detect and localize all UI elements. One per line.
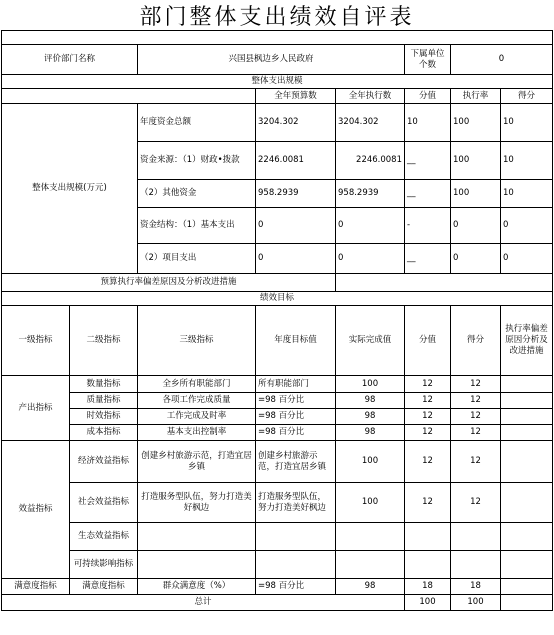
- scale-row-label: 整体支出规模(万元): [2, 104, 138, 274]
- level2-label: 经济效益指标: [70, 441, 138, 483]
- perf-score: 12: [405, 393, 451, 409]
- perf-score: 12: [405, 441, 451, 483]
- level2-label: 质量指标: [70, 393, 138, 409]
- level3-label: 群众满意度（%）: [138, 579, 256, 595]
- indicator-row: [2, 579, 553, 595]
- actual-value: 98: [336, 579, 405, 595]
- scale-get: 0: [501, 208, 553, 244]
- indicator-row: [2, 393, 553, 409]
- scale-get: 0: [501, 244, 553, 274]
- col-actual: 实际完成值: [336, 306, 405, 376]
- target-value: =98 百分比: [256, 393, 336, 409]
- indicator-row: [2, 523, 553, 551]
- level1-label: 效益指标: [2, 441, 70, 579]
- dept-row: [2, 45, 553, 75]
- level2-label: 数量指标: [70, 376, 138, 393]
- perf-get: 12: [451, 376, 501, 393]
- level2-label: 时效指标: [70, 409, 138, 425]
- scale-item-name: 资金来源：（1）财政•拨款: [138, 142, 256, 180]
- level1-label: 满意度指标: [2, 579, 70, 595]
- level2-label: 社会效益指标: [70, 483, 138, 523]
- level3-label: 各项工作完成质量: [138, 393, 256, 409]
- perf-get: 12: [451, 441, 501, 483]
- scale-header: 整体支出规模: [2, 75, 553, 89]
- scale-budget: 2246.0081: [256, 142, 336, 180]
- actual-value: 98: [336, 425, 405, 441]
- col-budget: 全年预算数: [256, 89, 336, 104]
- col-reason: 执行率偏差原因分析及改进措施: [501, 306, 553, 376]
- spacer-row: [2, 31, 553, 45]
- indicator-row: [2, 441, 553, 483]
- scale-budget: 0: [256, 244, 336, 274]
- scale-score: __: [405, 142, 451, 180]
- scale-item-name: 年度资金总额: [138, 104, 256, 142]
- sub-unit-value: 0: [451, 45, 553, 75]
- level3-label: 工作完成及时率: [138, 409, 256, 425]
- scale-score: __: [405, 180, 451, 208]
- perf-get: 12: [451, 409, 501, 425]
- actual-value: 98: [336, 393, 405, 409]
- actual-value: 100: [336, 376, 405, 393]
- level2-label: 满意度指标: [70, 579, 138, 595]
- col-level2: 二级指标: [70, 306, 138, 376]
- indicator-row: [2, 551, 553, 579]
- total-score: 100: [405, 595, 451, 611]
- indicator-row: [2, 376, 553, 393]
- total-row: [2, 595, 553, 611]
- scale-rate: 100: [451, 180, 501, 208]
- indicator-row: [2, 483, 553, 523]
- level2-label: 成本指标: [70, 425, 138, 441]
- col-rate: 执行率: [451, 89, 501, 104]
- scale-exec: 0: [336, 244, 405, 274]
- scale-item-name: （2）其他资金: [138, 180, 256, 208]
- col-target: 年度目标值: [256, 306, 336, 376]
- scale-score: -: [405, 208, 451, 244]
- scale-get: 10: [501, 180, 553, 208]
- perf-score: 12: [405, 483, 451, 523]
- perf-score: 18: [405, 579, 451, 595]
- reason-label: 预算执行率偏差原因及分析改进措施: [2, 274, 336, 292]
- perf-columns-row: [2, 306, 553, 376]
- scale-header-row: [2, 75, 553, 89]
- scale-score: 10: [405, 104, 451, 142]
- col-exec: 全年执行数: [336, 89, 405, 104]
- dept-label: 评价部门名称: [2, 45, 138, 75]
- perf-header: 绩效目标: [2, 292, 553, 306]
- target-value: 所有职能部门: [256, 376, 336, 393]
- perf-get: 18: [451, 579, 501, 595]
- actual-value: 100: [336, 441, 405, 483]
- level3-label: 全乡所有职能部门: [138, 376, 256, 393]
- scale-item-name: （2）项目支出: [138, 244, 256, 274]
- scale-item-name: 资金结构：（1）基本支出: [138, 208, 256, 244]
- target-value: =98 百分比: [256, 425, 336, 441]
- target-value: =98 百分比: [256, 409, 336, 425]
- level2-label: 可持续影响指标: [70, 551, 138, 579]
- perf-score: 12: [405, 409, 451, 425]
- level3-label: 创建乡村旅游示范，打造宜居乡镇: [138, 441, 256, 483]
- dept-value: 兴国县枫边乡人民政府: [138, 45, 405, 75]
- scale-score: __: [405, 244, 451, 274]
- scale-rate: 100: [451, 104, 501, 142]
- col-level1: 一级指标: [2, 306, 70, 376]
- scale-exec: 958.2939: [336, 180, 405, 208]
- target-value: 打造服务型队伍，努力打造美好枫边: [256, 483, 336, 523]
- scale-get: 10: [501, 104, 553, 142]
- level1-label: 产出指标: [2, 376, 70, 441]
- indicator-row: [2, 425, 553, 441]
- form-title: 部门整体支出绩效自评表: [139, 4, 415, 30]
- level2-label: 生态效益指标: [70, 523, 138, 551]
- col-get: 得分: [501, 89, 553, 104]
- reason-row: [2, 274, 553, 292]
- sub-unit-label: 下属单位个数: [405, 45, 451, 75]
- scale-rate: 100: [451, 142, 501, 180]
- indicator-row: [2, 409, 553, 425]
- scale-exec: 0: [336, 208, 405, 244]
- scale-budget: 958.2939: [256, 180, 336, 208]
- target-value: 创建乡村旅游示范，打造宜居乡镇: [256, 441, 336, 483]
- scale-exec: 2246.0081: [336, 142, 405, 180]
- evaluation-table: [1, 30, 553, 611]
- perf-get: 12: [451, 393, 501, 409]
- scale-rate: 0: [451, 208, 501, 244]
- scale-budget: 3204.302: [256, 104, 336, 142]
- scale-rate: 0: [451, 244, 501, 274]
- perf-header-row: [2, 292, 553, 306]
- target-value: =98 百分比: [256, 579, 336, 595]
- col-perf-score: 分值: [405, 306, 451, 376]
- total-get: 100: [451, 595, 501, 611]
- scale-get: 10: [501, 142, 553, 180]
- col-perf-get: 得分: [451, 306, 501, 376]
- col-score: 分值: [405, 89, 451, 104]
- actual-value: 100: [336, 483, 405, 523]
- perf-score: 12: [405, 425, 451, 441]
- scale-row: [2, 104, 553, 142]
- perf-get: 12: [451, 483, 501, 523]
- perf-get: 12: [451, 425, 501, 441]
- perf-score: 12: [405, 376, 451, 393]
- level3-label: 基本支出控制率: [138, 425, 256, 441]
- total-label: 总计: [2, 595, 405, 611]
- scale-exec: 3204.302: [336, 104, 405, 142]
- level3-label: 打造服务型队伍，努力打造美好枫边: [138, 483, 256, 523]
- actual-value: 98: [336, 409, 405, 425]
- scale-columns-row: [2, 89, 553, 104]
- col-level3: 三级指标: [138, 306, 256, 376]
- scale-budget: 0: [256, 208, 336, 244]
